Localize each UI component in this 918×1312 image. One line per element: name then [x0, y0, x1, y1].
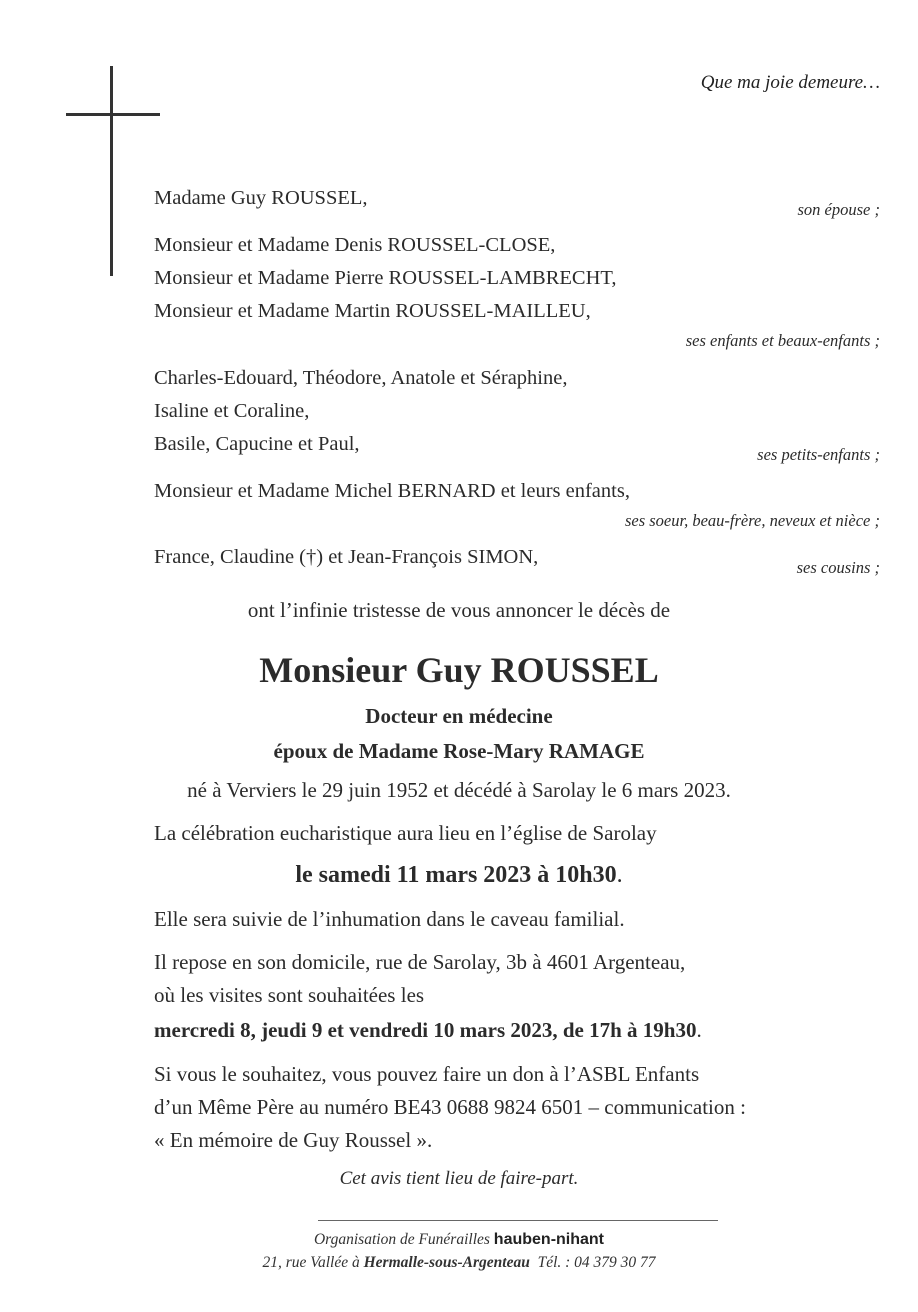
family-line: Monsieur et Madame Michel BERNARD et leurs enfants,: [154, 480, 630, 502]
deceased-title: Docteur en médecine: [365, 704, 553, 728]
footer-address-line: [0, 1252, 918, 1274]
footer-brand-logo: hauben-nihant: [493, 1231, 605, 1248]
closing-note: Cet avis tient lieu de faire-part.: [339, 1168, 579, 1189]
cross-icon-horizontal: [66, 113, 160, 116]
visits-dates: mercredi 8, jeudi 9 et vendredi 10 mars 2023, de 17h à 19h30: [154, 1018, 697, 1042]
footer-phone: Tél. : 04 379 30 77: [537, 1254, 656, 1271]
visits-line: Il repose en son domicile, rue de Sarolay, 3b à 4601 Argenteau,: [154, 950, 686, 974]
cross-icon-vertical: [110, 66, 113, 276]
ceremony-date: le samedi 11 mars 2023 à 10h30: [295, 862, 617, 888]
family-line: Monsieur et Madame Martin ROUSSEL-MAILLEU,: [154, 300, 591, 322]
footer-org-prefix: Organisation de Funérailles: [313, 1231, 490, 1248]
burial-info: Elle sera suivie de l’inhumation dans le caveau familial.: [154, 907, 625, 931]
visits-line: où les visites sont souhaitées les: [154, 983, 425, 1007]
visits-dates-line: [154, 1014, 884, 1047]
family-line: Monsieur et Madame Pierre ROUSSEL-LAMBRECHT,: [154, 267, 617, 289]
ceremony-intro: La célébration eucharistique aura lieu en l’église de Sarolay: [154, 821, 657, 845]
donation-line: « En mémoire de Guy Roussel ».: [154, 1128, 433, 1152]
ceremony-date-line: [0, 858, 918, 892]
donation-line: d’un Même Père au numéro BE43 0688 9824 6501 – communication :: [154, 1095, 746, 1119]
footer-town: Hermalle-sous-Argenteau: [363, 1254, 530, 1271]
footer-address-prefix: 21, rue Vallée à: [262, 1254, 360, 1271]
family-line: Basile, Capucine et Paul,: [154, 433, 360, 455]
visits-dates-suffix: .: [696, 1018, 702, 1042]
family-line: Isaline et Coraline,: [154, 400, 310, 422]
epigraph: Que ma joie demeure…: [700, 72, 880, 93]
family-relation: ses soeur, beau-frère, neveux et nièce ;: [624, 511, 880, 530]
footer-divider: [318, 1220, 718, 1221]
family-line: Madame Guy ROUSSEL,: [154, 187, 368, 209]
footer-org-line: [0, 1229, 918, 1251]
family-relation: ses cousins ;: [796, 558, 880, 577]
announcement: ont l’infinie tristesse de vous annoncer le décès de: [247, 598, 671, 622]
family-relation: son épouse ;: [797, 200, 880, 219]
deceased-spouse: époux de Madame Rose-Mary RAMAGE: [273, 739, 645, 763]
ceremony-date-suffix: .: [616, 862, 623, 888]
family-relation: ses enfants et beaux-enfants ;: [685, 331, 880, 350]
family-relation: ses petits-enfants ;: [757, 445, 880, 464]
family-line: Charles-Edouard, Théodore, Anatole et Séraphine,: [154, 367, 568, 389]
donation-line: Si vous le souhaitez, vous pouvez faire un don à l’ASBL Enfants: [154, 1062, 700, 1086]
deceased-dates: né à Verviers le 29 juin 1952 et décédé à Sarolay le 6 mars 2023.: [187, 778, 731, 802]
family-line: Monsieur et Madame Denis ROUSSEL-CLOSE,: [154, 234, 556, 256]
deceased-name: Monsieur Guy ROUSSEL: [259, 650, 659, 690]
family-line: France, Claudine (†) et Jean-François SIMON,: [154, 546, 539, 568]
